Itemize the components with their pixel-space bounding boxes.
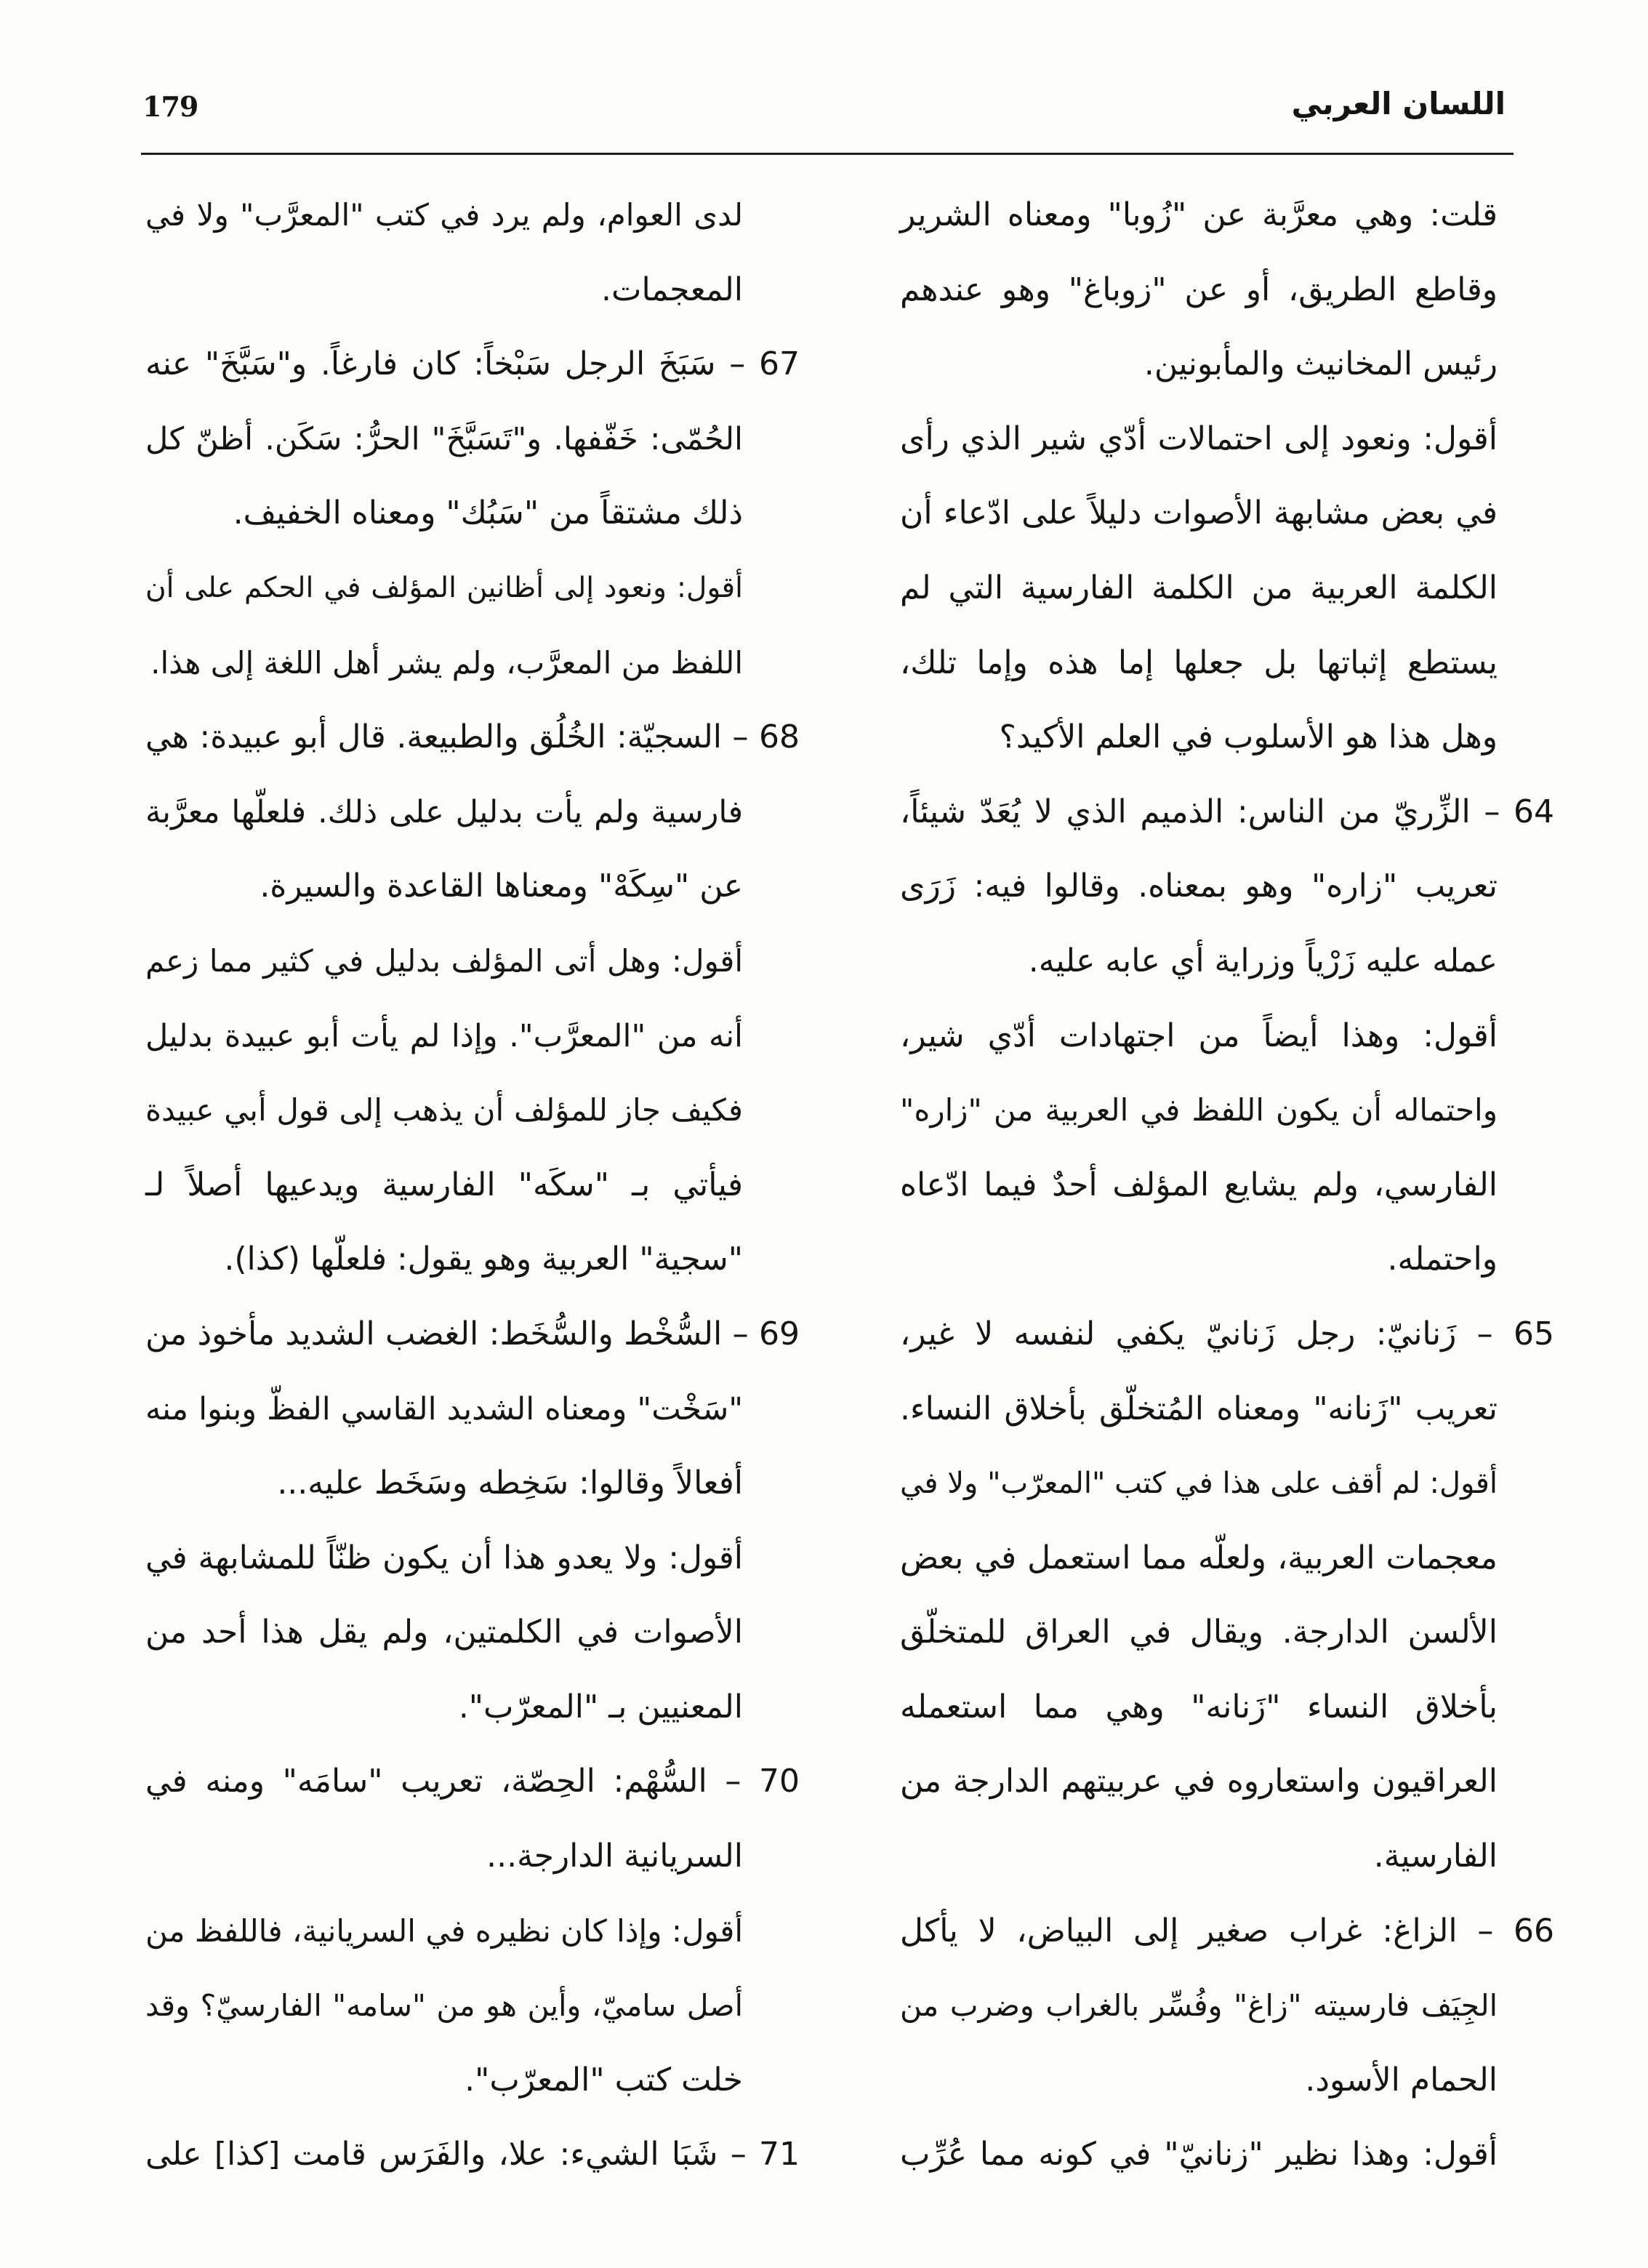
- text-line: أقول: وهذا نظير "زنانيّ" في كونه مما عُرِّب: [900, 2136, 1498, 2173]
- text-line: الحمام الأسود.: [1305, 2061, 1498, 2099]
- entry-65-line: 65 – زَنانيّ: رجل زَنانيّ يكفي لنفسه لا غير،: [900, 1315, 1554, 1353]
- entry-68-line: 68 – السجيّة: الخُلُق والطبيعة. قال أبو عبيدة: هي: [145, 718, 800, 756]
- text-line: أقول: وهذا أيضاً من اجتهادات أدّي شير،: [900, 1017, 1498, 1054]
- text-line: أقول: لم أقف على هذا في كتب "المعرّب" ولا في: [900, 1467, 1498, 1501]
- text-line: خلت كتب "المعرّب".: [465, 2061, 743, 2099]
- entry-70-line: 70 – السُّهْم: الحِصّة، تعريب "سامَه" ومنه في: [145, 1763, 800, 1800]
- text-line: "سَخْت" ومعناه الشديد القاسي الفظّ وبنوا منه: [145, 1390, 743, 1427]
- left-text-column: [145, 178, 800, 2192]
- text-line: واحتمله.: [1387, 1241, 1498, 1278]
- text-line: رئيس المخانيث والمأبونين.: [1143, 345, 1498, 383]
- text-line: تعريب "زَنانه" ومعناه المُتخلّق بأخلاق النساء.: [900, 1390, 1498, 1427]
- text-line: الأصوات في الكلمتين، ولم يقل هذا أحد من: [145, 1614, 743, 1651]
- text-line: أقول: ونعود إلى احتمالات أدّي شير الذي رأى: [900, 420, 1498, 457]
- text-line: لدى العوام، ولم يرد في كتب "المعرَّب" ولا في: [145, 197, 743, 233]
- text-line: "سجية" العربية وهو يقول: فلعلّها (كذا).: [224, 1241, 743, 1278]
- text-line: الألسن الدارجة. ويقال في العراق للمتخلّق: [900, 1614, 1498, 1651]
- text-line: أقول: وإذا كان نظيره في السريانية، فاللفظ من: [145, 1912, 743, 1949]
- text-line: المعجمات.: [601, 271, 743, 308]
- text-line: أنه من "المعرَّب". وإذا لم يأت أبو عبيدة بدليل: [145, 1017, 743, 1054]
- text-line: قلت: وهي معرَّبة عن "زُوبا" ومعناه الشرير: [900, 196, 1498, 233]
- page-number: 179: [142, 90, 198, 123]
- text-line: معجمات العربية، ولعلّه مما استعمل في بعض: [900, 1539, 1498, 1576]
- text-line: فكيف جاز للمؤلف أن يذهب إلى قول أبي عبيدة: [145, 1092, 743, 1129]
- text-line: عن "سِكَهْ" ومعناها القاعدة والسيرة.: [260, 867, 743, 905]
- text-line: فيأتي بـ "سكَه" الفارسية ويدعيها أصلاً لـ: [145, 1166, 743, 1203]
- text-line: وقاطع الطريق، أو عن "زوباغ" وهو عندهم: [900, 271, 1498, 308]
- text-line: أقول: وهل أتى المؤلف بدليل في كثير مما زعم: [145, 942, 743, 979]
- journal-logo: اللسان العربي: [1291, 86, 1506, 121]
- text-line: تعريب "زاره" وهو بمعناه. وقالوا فيه: زَرَى: [900, 867, 1498, 905]
- text-line: اللفظ من المعرَّب، ولم يشر أهل اللغة إلى هذا.: [150, 644, 743, 681]
- entry-66-line: 66 – الزاغ: غراب صغير إلى البياض، لا يأكل: [900, 1912, 1554, 1950]
- text-line: أفعالاً وقالوا: سَخِطه وسَخَط عليه...: [277, 1464, 743, 1502]
- text-line: يستطع إثباتها بل جعلها إما هذه وإما تلك،: [900, 644, 1498, 681]
- text-line: المعنيين بـ "المعرّب".: [458, 1688, 743, 1726]
- text-line: أصل ساميّ، وأين هو من "سامه" الفارسيّ؟ وقد: [145, 1988, 743, 2024]
- header-rule: [141, 153, 1514, 155]
- text-line: العراقيون واستعاروه في عربيتهم الدارجة من: [900, 1763, 1498, 1800]
- entry-67-line: 67 – سَبَخَ الرجل سَبْخاً: كان فارغاً. و"سَبَّخَ" عنه: [145, 345, 800, 383]
- text-line: الحُمّى: خَفّفها. و"تَسَبَّخَ" الحرُّ: سَكَن. أظنّ كل: [145, 420, 743, 457]
- right-text-column: [900, 178, 1554, 2192]
- entry-71-line: 71 – شَبَا الشيء: علا، والفَرَس قامت [كذا] على: [145, 2136, 800, 2173]
- text-line: الكلمة العربية من الكلمة الفارسية التي لم: [900, 569, 1498, 606]
- text-line: أقول: ولا يعدو هذا أن يكون ظنّاً للمشابهة في: [145, 1539, 743, 1576]
- text-line: أقول: ونعود إلى أظانين المؤلف في الحكم على أن: [145, 571, 743, 604]
- text-line: فارسية ولم يأت بدليل على ذلك. فلعلّها معرَّبة: [145, 793, 743, 830]
- entry-69-line: 69 – السُّخْط والسُّخَط: الغضب الشديد مأخوذ من: [145, 1315, 800, 1353]
- text-line: واحتماله أن يكون اللفظ في العربية من "زاره": [900, 1092, 1498, 1129]
- text-line: بأخلاق النساء "زَنانه" وهي مما استعمله: [900, 1688, 1498, 1726]
- text-line: السريانية الدارجة...: [486, 1838, 743, 1875]
- entry-64-line: 64 – الزِّريّ من الناس: الذميم الذي لا يُعَدّ شيئاً،: [900, 793, 1554, 830]
- text-line: ذلك مشتقاً من "سَبُك" ومعناه الخفيف.: [233, 494, 743, 532]
- text-line: في بعض مشابهة الأصوات دليلاً على ادّعاء أن: [900, 494, 1498, 532]
- text-line: عمله عليه زَرْياً وزراية أي عابه عليه.: [1028, 942, 1498, 979]
- text-line: الفارسية.: [1373, 1838, 1498, 1875]
- text-line: الجِيَف فارسيته "زاغ" وفُسِّر بالغراب وضرب من: [900, 1988, 1498, 2024]
- text-line: الفارسي، ولم يشايع المؤلف أحدٌ فيما ادّعاه: [900, 1166, 1498, 1203]
- text-line: وهل هذا هو الأسلوب في العلم الأكيد؟: [999, 718, 1498, 756]
